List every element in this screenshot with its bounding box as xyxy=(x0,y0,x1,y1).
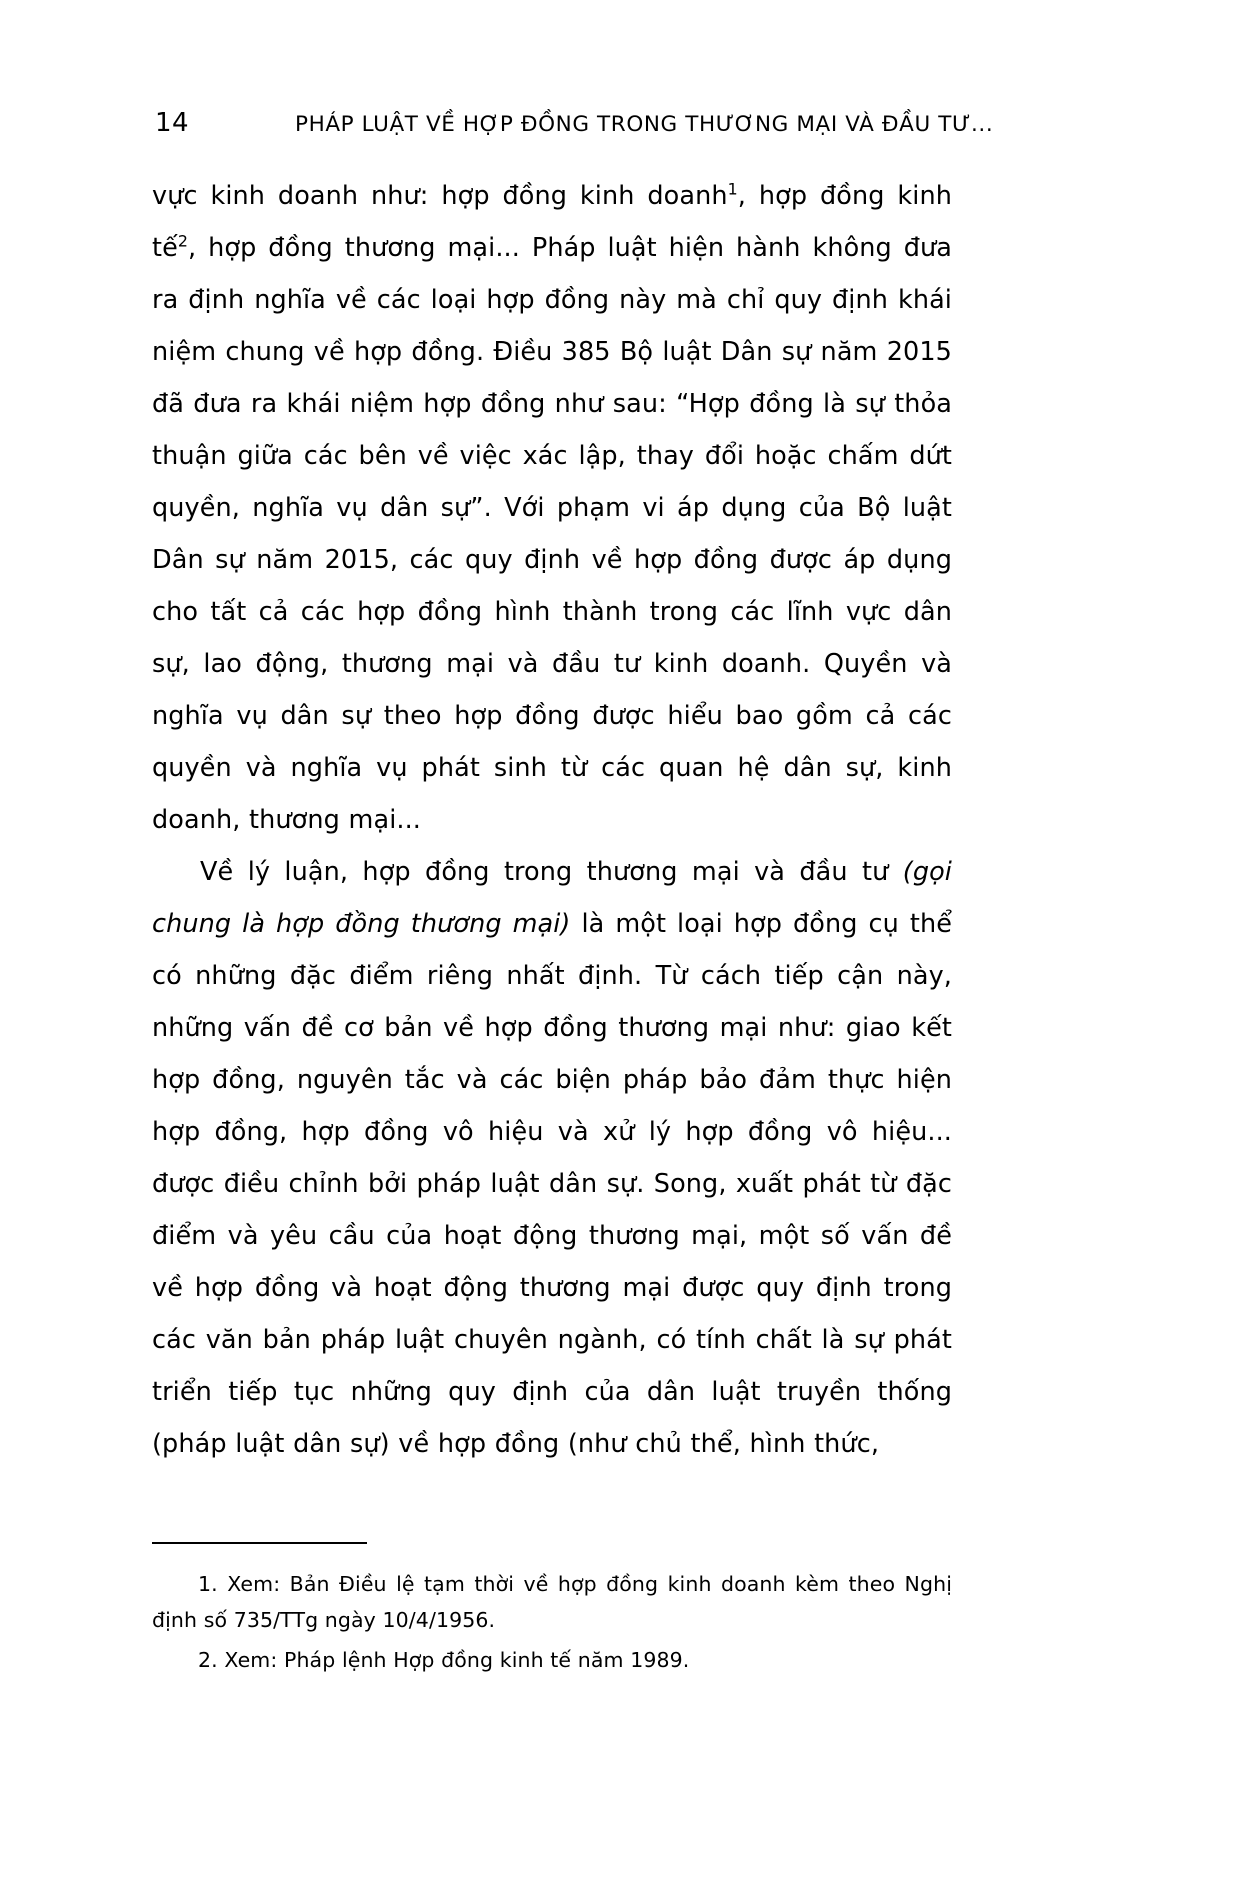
paragraph-2-italic-phrase: (gọi chung là hợp đồng thương mại) xyxy=(152,857,952,939)
page-header xyxy=(155,108,1115,138)
footnote-1: 1. Xem: Bản Điều lệ tạm thời về hợp đồng kinh doanh kèm theo Nghị định số 735/TTg ngày 10/4/1956. xyxy=(152,1572,952,1632)
footnote-2: 2. Xem: Pháp lệnh Hợp đồng kinh tế năm 1989. xyxy=(198,1648,690,1672)
paragraph-2-segment-1: Về lý luận, hợp đồng trong thương mại và đầu tư xyxy=(200,857,903,887)
footnote-ref-2: 2 xyxy=(177,231,189,251)
body-text xyxy=(152,170,952,1470)
paragraph-2-segment-2: là một loại hợp đồng cụ thể có những đặc điểm riêng nhất định. Từ cách tiếp cận này, những vấn đề cơ bản về hợp đồng thương mại như: giao kết hợp đồng, nguyên tắc và các biện pháp bảo đảm thực hiện hợp đồng, hợp đồng vô hiệu và xử lý hợp đồng vô hiệu... được điều chỉnh bởi pháp luật dân sự. Song, xuất phát từ đặc điểm và yêu cầu của hoạt động thương mại, một số vấn đề về hợp đồng và hoạt động thương mại được quy định trong các văn bản pháp luật chuyên ngành, có tính chất là sự phát triển tiếp tục những quy định của dân luật truyền thống (pháp luật dân sự) về hợp đồng (như chủ thể, hình thức, xyxy=(152,909,952,1459)
footnote-separator-rule xyxy=(152,1542,367,1544)
paragraph-2 xyxy=(152,846,952,1470)
paragraph-1 xyxy=(152,170,952,846)
paragraph-1-segment-1: vực kinh doanh như: hợp đồng kinh doanh xyxy=(152,181,728,211)
footnote-ref-1: 1 xyxy=(727,179,738,199)
paragraph-1-segment-2: , hợp đồng kinh tế xyxy=(152,181,952,263)
running-title: PHÁP LUẬT VỀ HỢP ĐỒNG TRONG THƯƠNG MẠI VÀ ĐẦU TƯ... xyxy=(295,112,994,137)
footnote-area xyxy=(152,1542,952,1682)
page-number: 14 xyxy=(155,108,190,138)
paragraph-1-segment-3: , hợp đồng thương mại... Pháp luật hiện hành không đưa ra định nghĩa về các loại hợp đồng này mà chỉ quy định khái niệm chung về hợp đồng. Điều 385 Bộ luật Dân sự năm 2015 đã đưa ra khái niệm hợp đồng như sau: “Hợp đồng là sự thỏa thuận giữa các bên về việc xác lập, thay đổi hoặc chấm dứt quyền, nghĩa vụ dân sự”. Với phạm vi áp dụng của Bộ luật Dân sự năm 2015, các quy định về hợp đồng được áp dụng cho tất cả các hợp đồng hình thành trong các lĩnh vực dân sự, lao động, thương mại và đầu tư kinh doanh. Quyền và nghĩa vụ dân sự theo hợp đồng được hiểu bao gồm cả các quyền và nghĩa vụ phát sinh từ các quan hệ dân sự, kinh doanh, thương mại... xyxy=(152,233,952,835)
